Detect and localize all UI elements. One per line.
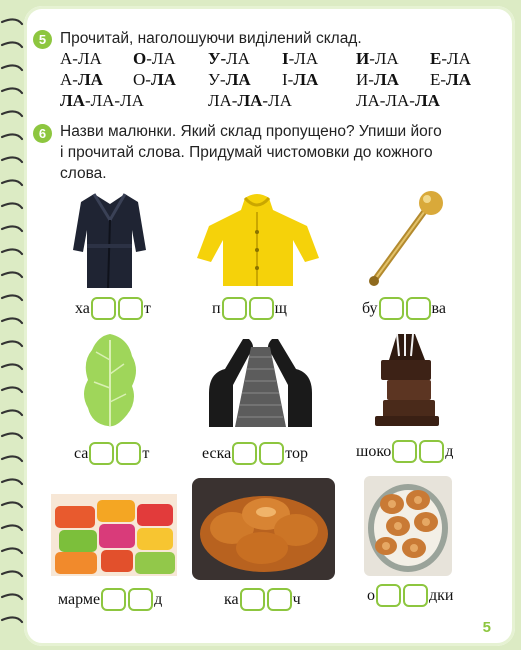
syllable-box[interactable] (89, 442, 114, 465)
syllable-a-la-1: А-ЛА (60, 49, 102, 68)
word-kalach: ка ч (224, 588, 301, 611)
syllable-a-la-2: А-ЛА (60, 70, 103, 89)
syllable-e-la-1: Е-ЛА (430, 49, 471, 68)
syllable-i-la-2: І-ЛА (282, 70, 319, 89)
raincoat-icon (195, 192, 320, 288)
syllable-box[interactable] (232, 442, 257, 465)
word-marmelad: марме д (58, 588, 162, 611)
task-6-line-1: Назви малюнки. Який склад пропущено? Упиши його (60, 123, 442, 140)
task-6-line-3: слова. (60, 165, 107, 182)
syllable-y-la-1: И-ЛА (356, 49, 399, 68)
syllable-box[interactable] (267, 588, 292, 611)
syllable-box[interactable] (376, 584, 401, 607)
syllable-box[interactable] (392, 440, 417, 463)
word-oladky: о дки (367, 584, 453, 607)
syllable-i-la-1: І-ЛА (282, 49, 319, 68)
syllable-y-la-2: И-ЛА (356, 70, 399, 89)
syllable-o-la-2: О-ЛА (133, 70, 176, 89)
pancakes-icon (364, 476, 452, 576)
word-bulava: бу ва (362, 297, 446, 320)
syllable-box[interactable] (101, 588, 126, 611)
syllable-box[interactable] (406, 297, 431, 320)
syllable-box[interactable] (379, 297, 404, 320)
escalator-icon (203, 333, 318, 431)
task-6-line-2: і прочитай слова. Придумай чистомовки до кожного (60, 144, 433, 161)
chocolate-icon (375, 330, 440, 430)
syllable-u-la-1: У-ЛА (208, 49, 250, 68)
syllable-la-la-la-2: ЛА-ЛА-ЛА (208, 91, 292, 110)
syllable-box[interactable] (91, 297, 116, 320)
task-5-number: 5 (33, 30, 52, 49)
syllable-box[interactable] (118, 297, 143, 320)
syllable-la-la-la-1: ЛА-ЛА-ЛА (60, 91, 144, 110)
syllable-e-la-2: Е-ЛА (430, 70, 471, 89)
syllable-la-la-la-3: ЛА-ЛА-ЛА (356, 91, 440, 110)
bathrobe-icon (72, 190, 147, 290)
syllable-box[interactable] (116, 442, 141, 465)
syllable-box[interactable] (249, 297, 274, 320)
word-shokolad: шоко д (356, 440, 453, 463)
page-number: 5 (482, 619, 491, 636)
marmalade-icon (51, 494, 177, 576)
syllable-box[interactable] (222, 297, 247, 320)
syllable-u-la-2: У-ЛА (208, 70, 251, 89)
word-plashch: п щ (212, 297, 287, 320)
lettuce-leaf-icon (80, 330, 140, 430)
spiral-binding-icon (0, 0, 26, 650)
syllable-box[interactable] (259, 442, 284, 465)
syllable-box[interactable] (240, 588, 265, 611)
mace-icon (363, 190, 448, 290)
syllable-box[interactable] (419, 440, 444, 463)
word-khalat: ха т (75, 297, 151, 320)
syllable-box[interactable] (403, 584, 428, 607)
syllable-box[interactable] (128, 588, 153, 611)
task-5-instruction: Прочитай, наголошуючи виділений склад. (60, 30, 362, 47)
word-salat: са т (74, 442, 149, 465)
braided-loaf-icon (192, 478, 335, 580)
word-eskalator: еска тор (202, 442, 308, 465)
syllable-o-la-1: О-ЛА (133, 49, 176, 68)
task-6-number: 6 (33, 124, 52, 143)
